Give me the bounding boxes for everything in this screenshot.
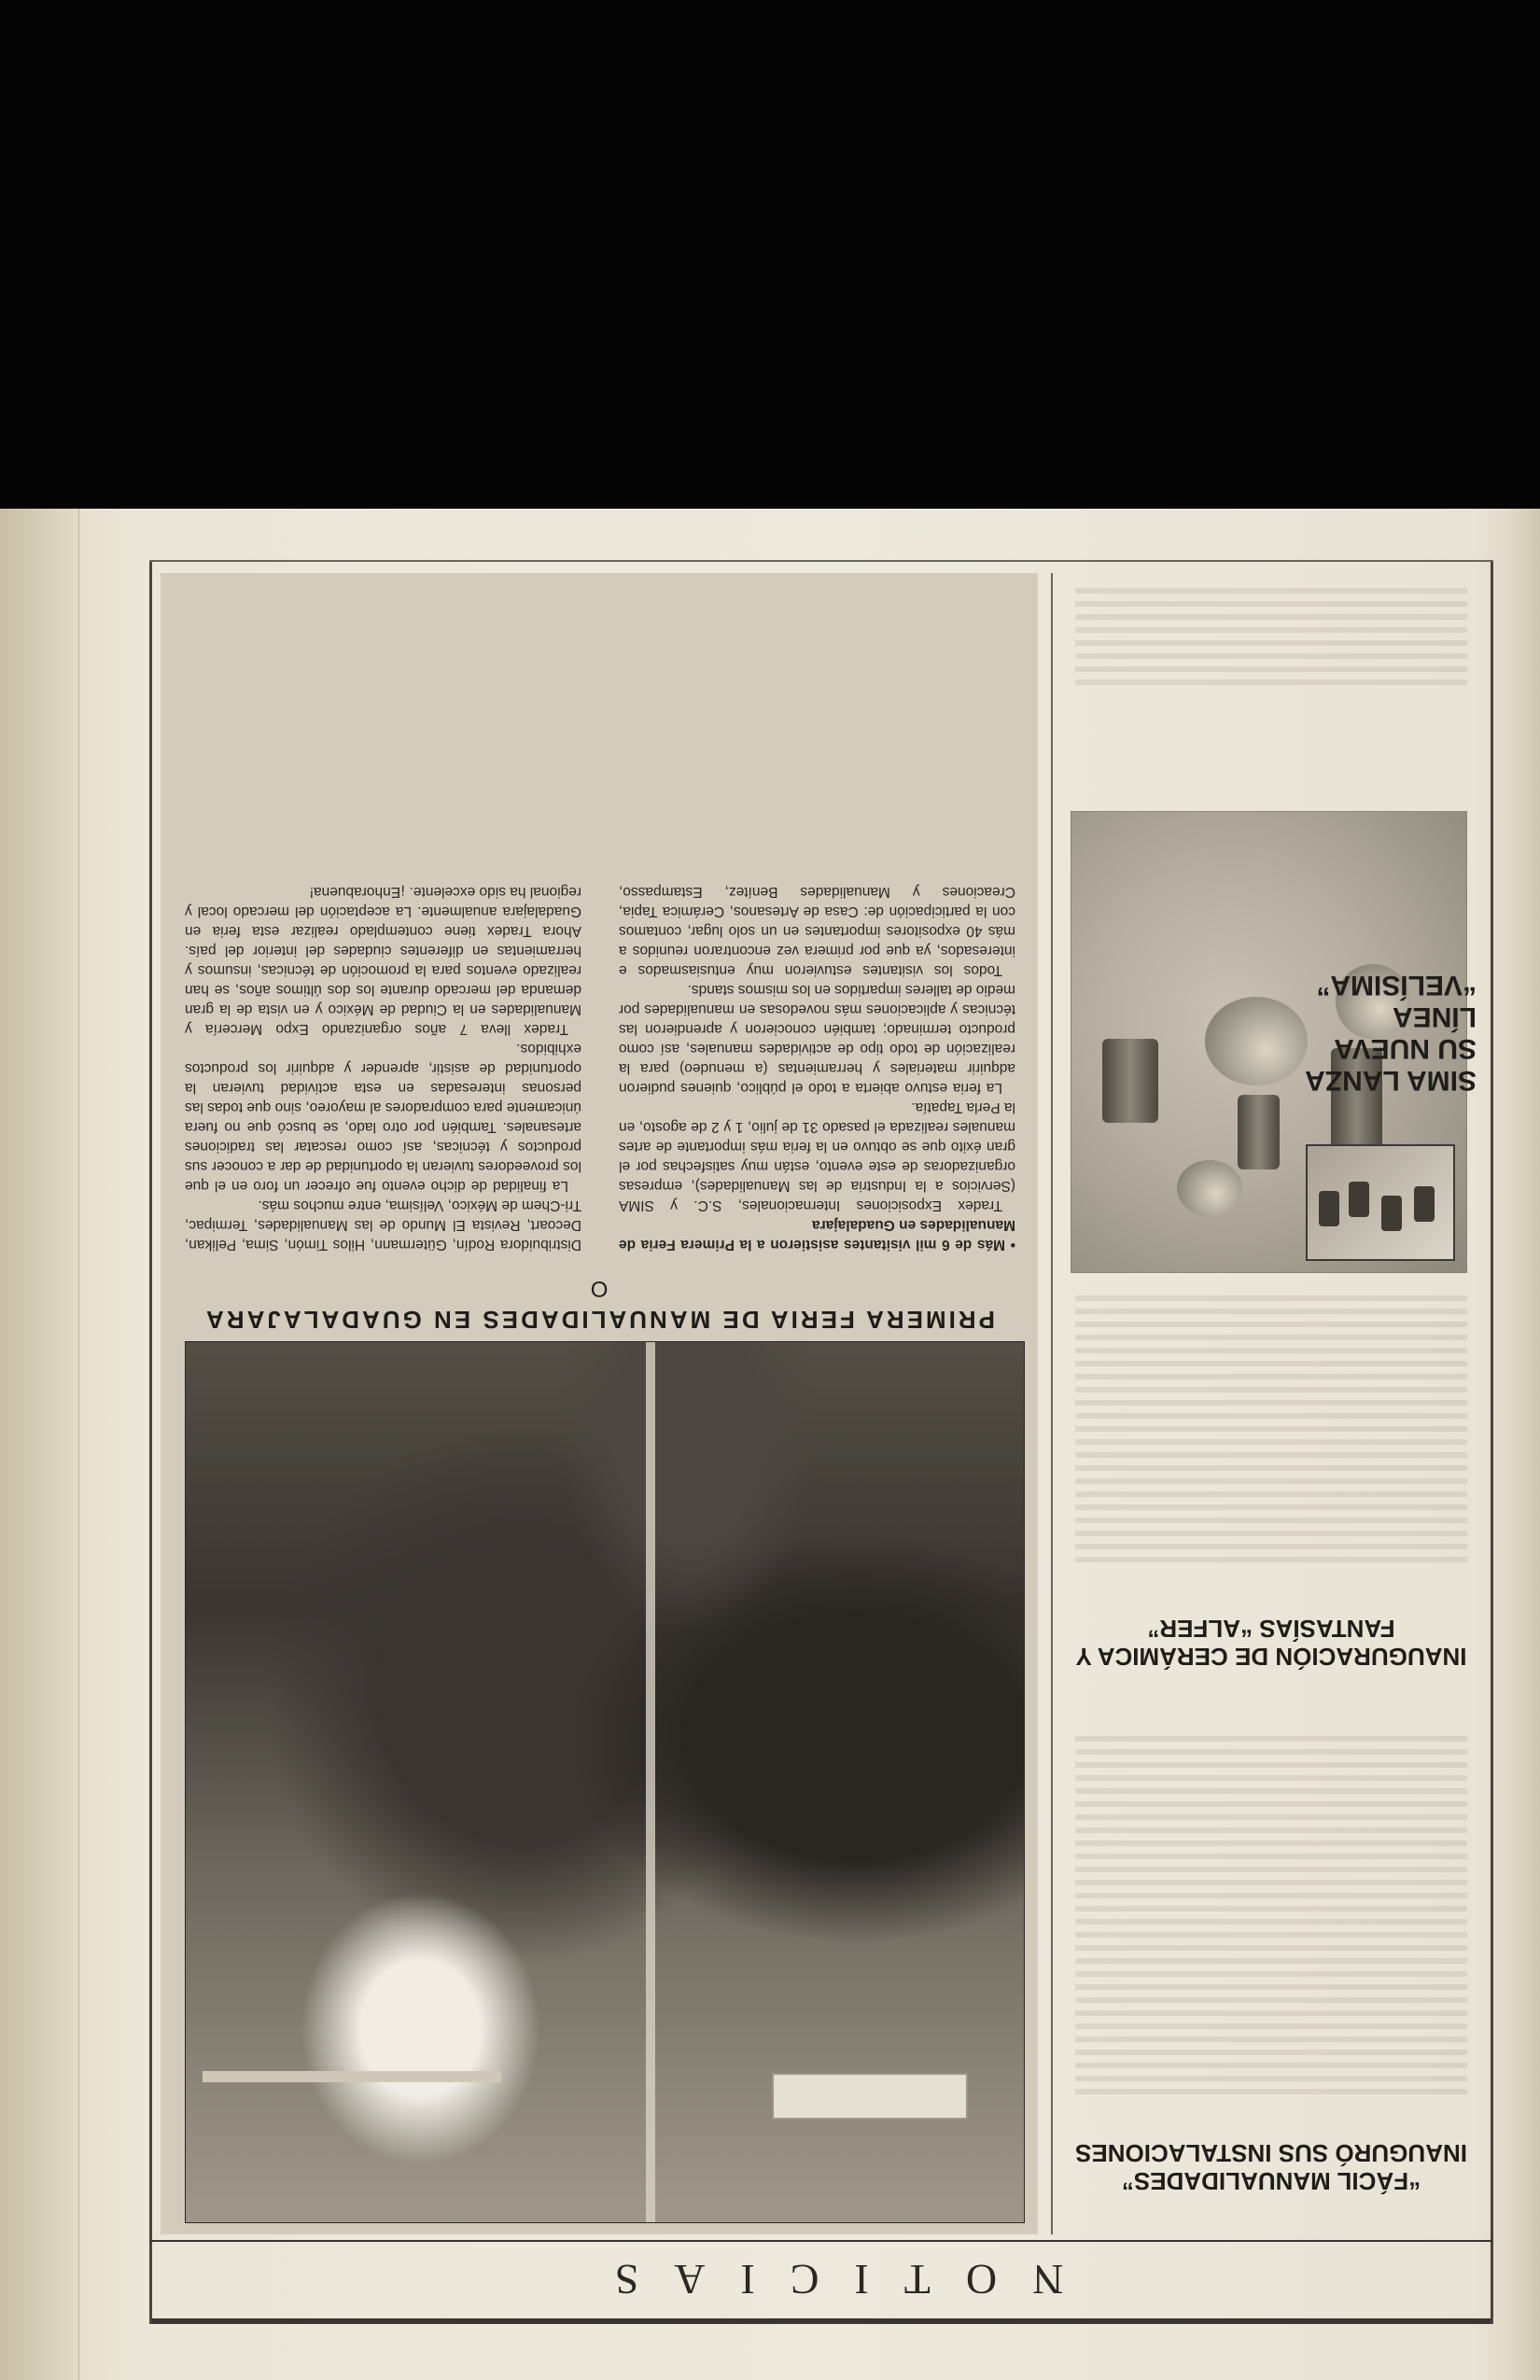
frame-rule-right [149,560,152,2324]
page-fold-edge-left [0,509,79,2380]
scanner-black-margin [0,0,1540,509]
vase-shape [1102,1039,1158,1123]
lamp-shape [1177,1160,1242,1216]
article-subhead: O [590,1276,609,1301]
photo-stand-sign [772,2073,968,2120]
story-body-faded [1075,1292,1467,1562]
article-paragraph: Tradex lleva 7 años organizando Expo Mercería y Manualidades en la Ciudad de México y en vista de la gran demanda del mercado durante los dos últimos años, se han realizado eventos para la promoción de técnicas, insumos y herramientas en diferentes ciudades del interior del país. Ahora Tradex tiene contemplado realizar esta feria en Guadalajara anualmente. La aceptación del mercado local y regional ha sido excelente. ¡Enhorabuena! [185,884,581,1037]
article-paragraph: Todos los visitantes estuvieron muy entusiasmados e interesados, ya que por primera vez encontraron reunidos a más 40 expositores importantes en un solo lugar, contamos con la participación de: Casa de Artesanos, Cerámica Tapia, Creaciones y Manualidades Benítez, Estampasso, Distribuidora Rodín, Gütermann, Hilos Timón, Sima, Pelikan, Decoart, Revista El Mundo de las Manualidades, Termipac, Tri-Chem de México, Velísima, entre muchos más. [185,884,1015,1253]
article-paragraph: La feria estuvo abierta a todo el público, quienes pudieron adquirir materiales y herramientas (a menudeo) para la realización de todo tipo de actividades manuales, así como producto terminado; también conocieron y aprendieron las técnicas y aplicaciones más novedosas en manualidades por medio de talleres impartidos en los mismos stands. [619,982,1015,1096]
article-body [185,587,1015,1254]
article-paragraph: La finalidad de dicho evento fue ofrecer un foro en el que los proveedores tuvieran la oportunidad de dar a conocer sus productos y técnicas, así como rescatar las tradiciones artesanales. También por otro lado, se buscó que no fuera únicamente para compradores al mayoreo, sino que todas las personas interesadas en esta actividad tuvieran la oportunidad de asistir, aprender y adquirir los productos exhibidos. [185,1041,581,1194]
frame-rule-top [149,2318,1493,2324]
article-paragraph: • Más de 6 mil visitantes asistieron a la Primera Feria de Manualidades en Guadalajara [619,1217,1015,1253]
vase-shape [1238,1095,1280,1169]
bottle-shape [1414,1186,1435,1222]
article-paragraph: Tradex Exposiciones Internacionales, S.C. y SIMA (Servicios a la Industria de las Manualidades), empresas organizadoras de este evento, están muy satisfechas por el gran éxito que se obtuvo en la feria más importante de artes manuales realizada el pasado 31 de julio, 1 y 2 de agosto, en la Perla Tapatía. [619,1099,1015,1213]
story-headline-alfer: INAUGURACIÓN DE CERÁMICA Y FANTASÍAS “ALFER” [1075,1615,1467,1671]
story-body-faded [1075,582,1467,685]
column-divider [1051,573,1053,2234]
story-headline-facil-manualidades: “FÁCIL MANUALIDADES” INAUGURÓ SUS INSTALACIONES [1075,2139,1467,2195]
masthead-rule [149,2240,1493,2242]
frame-rule-left [1491,560,1493,2324]
article-headline: PRIMERA FERIA DE MANUALIDADES EN GUADALAJARA [203,1306,995,1334]
bottle-shape [1349,1182,1369,1217]
page-fold-edge-right [1503,509,1540,2380]
section-masthead: NOTICIAS [579,2256,1064,2304]
story-headline-sima: SIMA LANZA SU NUEVA LÍNEA “VELÍSIMA” [1306,970,1477,1096]
frame-rule-bottom [149,560,1493,562]
photo-stand-shelf [203,2071,501,2082]
lamp-shape [1205,997,1308,1085]
bottle-shape [1319,1191,1339,1226]
bottle-shape [1381,1196,1402,1231]
fair-crowd-photo [185,1341,1025,2223]
story-body-faded [1075,1730,1467,2094]
newspaper-page-rotated [149,560,1493,2324]
inset-photo-bottles [1306,1144,1455,1261]
main-feature-column [161,573,1038,2234]
photo-stand-pole [646,1341,655,2222]
left-news-column [1066,573,1477,2234]
